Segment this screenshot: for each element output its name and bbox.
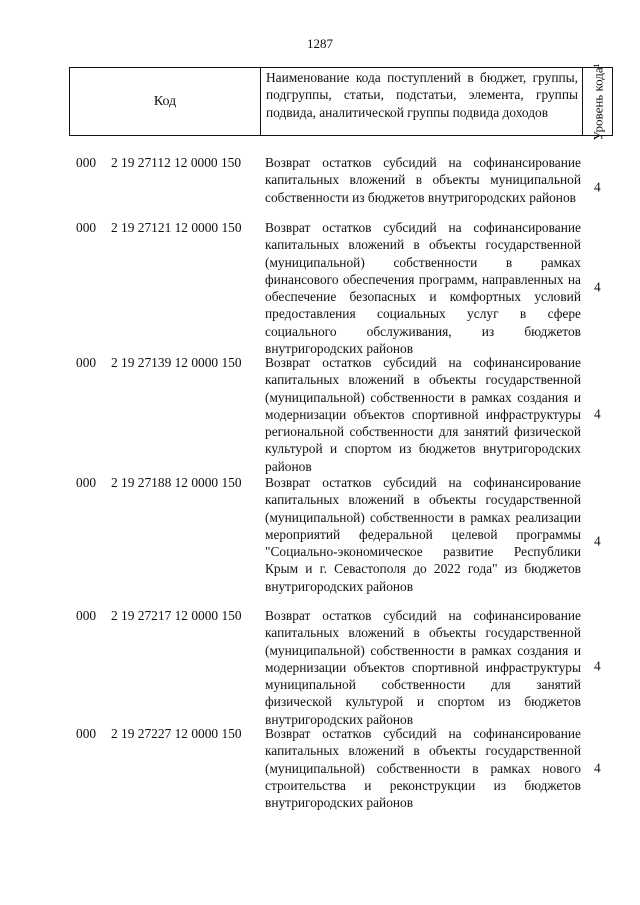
header-name-cell: Наименование кода поступлений в бюджет, группы, подгруппы, статьи, подстатьи, элемента, группы подвида, аналитической группы подвида доходов (261, 68, 583, 135)
table-header (69, 62, 613, 141)
row-level: 4 (594, 759, 601, 775)
row-code: 2 19 27121 12 0000 150 (111, 220, 242, 235)
row-prefix: 000 (76, 475, 97, 490)
table-row (0, 474, 640, 607)
row-description: Возврат остатков субсидий на софинансирование капитальных вложений в объекты государственной (муниципальной) собственности в рамках реализации мероприятий федеральной целевой программы "Социально-экономическое развитие Республики Крым и г. Севастополя до 2022 года" из бюджетов внутригородских районов (265, 475, 581, 594)
row-code: 2 19 27227 12 0000 150 (111, 726, 242, 741)
row-description: Возврат остатков субсидий на софинансирование капитальных вложений в объекты государственной (муниципальной) собственности в рамках создания и модернизации объектов спортивной инфраструктуры региональной собственности для занятий физической культурой и спортом из бюджетов внутригородских районов (265, 355, 581, 474)
table-row (0, 354, 640, 474)
row-prefix: 000 (76, 220, 97, 235)
row-level: 4 (594, 278, 601, 294)
page-number: 1287 (307, 36, 333, 51)
row-prefix: 000 (76, 608, 97, 623)
code-list (0, 154, 640, 810)
table-row (0, 219, 640, 357)
row-code: 2 19 27188 12 0000 150 (111, 475, 242, 490)
table-row (0, 607, 640, 725)
row-prefix: 000 (76, 726, 97, 741)
row-code: 2 19 27217 12 0000 150 (111, 608, 242, 623)
header-level-label: Уровень кода¹ (590, 62, 605, 141)
row-level: 4 (594, 406, 601, 422)
header-code-cell: Код (70, 68, 261, 135)
row-description: Возврат остатков субсидий на софинансирование капитальных вложений в объекты государственной (муниципальной) собственности в рамках нового строительства и реконструкции из бюджетов внутригородских районов (265, 726, 581, 811)
row-level: 4 (594, 532, 601, 548)
table-row (0, 725, 640, 810)
row-level: 4 (594, 658, 601, 674)
row-code: 2 19 27139 12 0000 150 (111, 355, 242, 370)
row-description: Возврат остатков субсидий на софинансирование капитальных вложений в объекты муниципальной собственности из бюджетов внутригородских районов (265, 155, 581, 205)
row-prefix: 000 (76, 155, 97, 170)
row-prefix: 000 (76, 355, 97, 370)
header-level-cell (583, 62, 612, 141)
row-description: Возврат остатков субсидий на софинансирование капитальных вложений в объекты государственной (муниципальной) собственности в рамках создания и модернизации объектов спортивной инфраструктуры муниципальной собственности для занятий физической культурой и спортом из бюджетов внутригородских районов (265, 608, 581, 727)
row-code: 2 19 27112 12 0000 150 (111, 155, 242, 170)
row-description: Возврат остатков субсидий на софинансирование капитальных вложений в объекты государственной (муниципальной) собственности в рамках финансового обеспечения программ, направленных на обеспечение безопасных и комфортных условий предоставления социальных услуг в сфере социального обслуживания, из бюджетов внутригородских районов (265, 220, 581, 357)
row-level: 4 (594, 178, 601, 194)
table-row (0, 154, 640, 219)
